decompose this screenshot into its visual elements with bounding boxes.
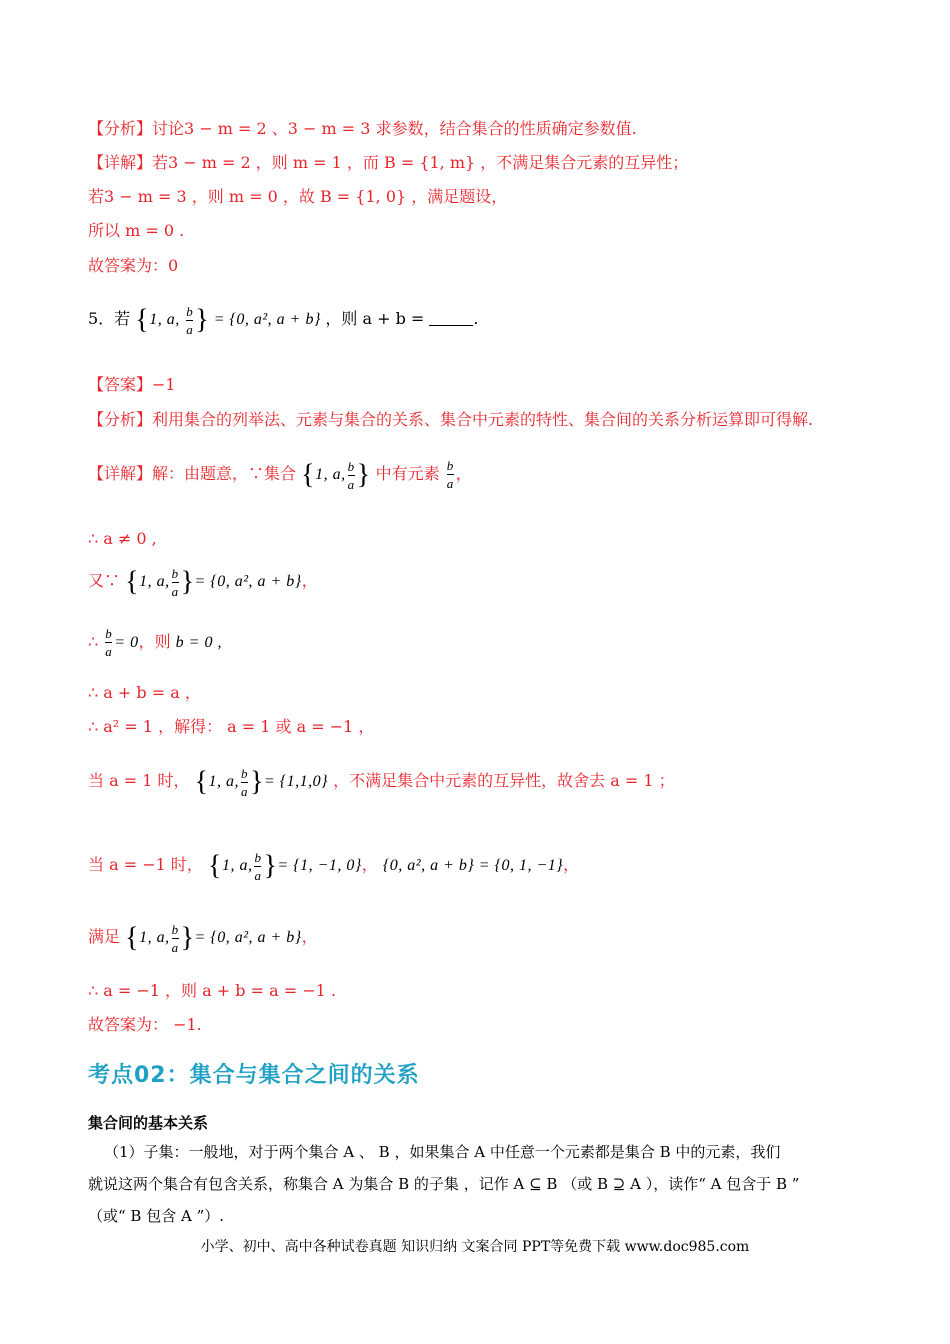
detail-line-2: 若3 − m = 3 ，则 m = 0 ，故 B = {1, 0} ，满足题设， bbox=[88, 187, 508, 206]
question-5: 5．若 {1, a, $\frac{b}{a}$ } = {0, a², a + b} ，则 a + b = . bbox=[88, 304, 479, 337]
answer-blank bbox=[429, 309, 473, 326]
step-1: ∴ a ≠ 0 , bbox=[88, 529, 157, 548]
step-6: 当 a = 1 时， {1, a, $\frac{b}{a}$ }= {1,1,0} ，不满足集合中元素的互异性，故舍去 a = 1 ； bbox=[88, 766, 675, 799]
step-5: ∴ a² = 1 ，解得： a = 1 或 a = −1 ， bbox=[88, 717, 375, 736]
set-expression: {1, a, $\frac{b}{a}$ } = {0, a², a + b} bbox=[135, 304, 321, 337]
detail-line-5: 【详解】解：由题意，∵集合 {1, a, $\frac{b}{a}$ } 中有元素 $\frac{b}{a}$ ， bbox=[88, 458, 472, 492]
footer: 小学、初中、高中各种试卷真题 知识归纳 文案合同 PPT等免费下载 www.doc985.com bbox=[200, 1239, 750, 1255]
step-4: ∴ a + b = a ， bbox=[88, 683, 201, 702]
paragraph-line-2: 就说这两个集合有包含关系，称集合 A 为集合 B 的子集 ，记作 A ⊆ B （或 B ⊇ A ），读作“ A 包含于 B ” bbox=[88, 1175, 800, 1193]
analysis-line-2: 【分析】利用集合的列举法、元素与集合的关系、集合中元素的特性、集合间的关系分析运算即可得解. bbox=[88, 410, 814, 429]
step-7: 当 a = −1 时， {1, a, $\frac{b}{a}$ }= {1, −1, 0}， {0, a², a + b} = {0, 1, −1}， bbox=[88, 850, 580, 883]
paragraph-line-3: （或“ B 包含 A ”）. bbox=[88, 1207, 225, 1225]
section-heading: 考点02：集合与集合之间的关系 bbox=[88, 1063, 420, 1088]
answer-line-4: 故答案为：0 bbox=[88, 256, 179, 275]
detail-line-3: 所以 m = 0 . bbox=[88, 221, 185, 240]
detail-line-1: 【详解】若3 − m = 2 ，则 m = 1 ，而 B = {1, m} ，不满足集合元素的互异性； bbox=[88, 153, 689, 172]
subsection-heading: 集合间的基本关系 bbox=[88, 1114, 209, 1132]
fraction: $\frac{b}{a}$ bbox=[186, 304, 194, 337]
answer-line: 【答案】−1 bbox=[88, 375, 176, 394]
step-9: ∴ a = −1 ，则 a + b = a = −1 . bbox=[88, 981, 336, 1000]
step-8: 满足 {1, a, $\frac{b}{a}$ }= {0, a², a + b}， bbox=[88, 922, 318, 955]
step-2: 又∵ {1, a, $\frac{b}{a}$ }= {0, a², a + b}， bbox=[88, 566, 318, 599]
analysis-line-1: 【分析】讨论3 − m = 2 、3 − m = 3 求参数，结合集合的性质确定参数值. bbox=[88, 119, 637, 138]
paragraph-line-1: （1）子集：一般地，对于两个集合 A 、 B ，如果集合 A 中任意一个元素都是集合 B 中的元素，我们 bbox=[104, 1143, 781, 1161]
step-10: 故答案为： −1. bbox=[88, 1015, 202, 1034]
step-3: ∴ $\frac{b}{a}$ = 0，则 b = 0 , bbox=[88, 626, 222, 659]
